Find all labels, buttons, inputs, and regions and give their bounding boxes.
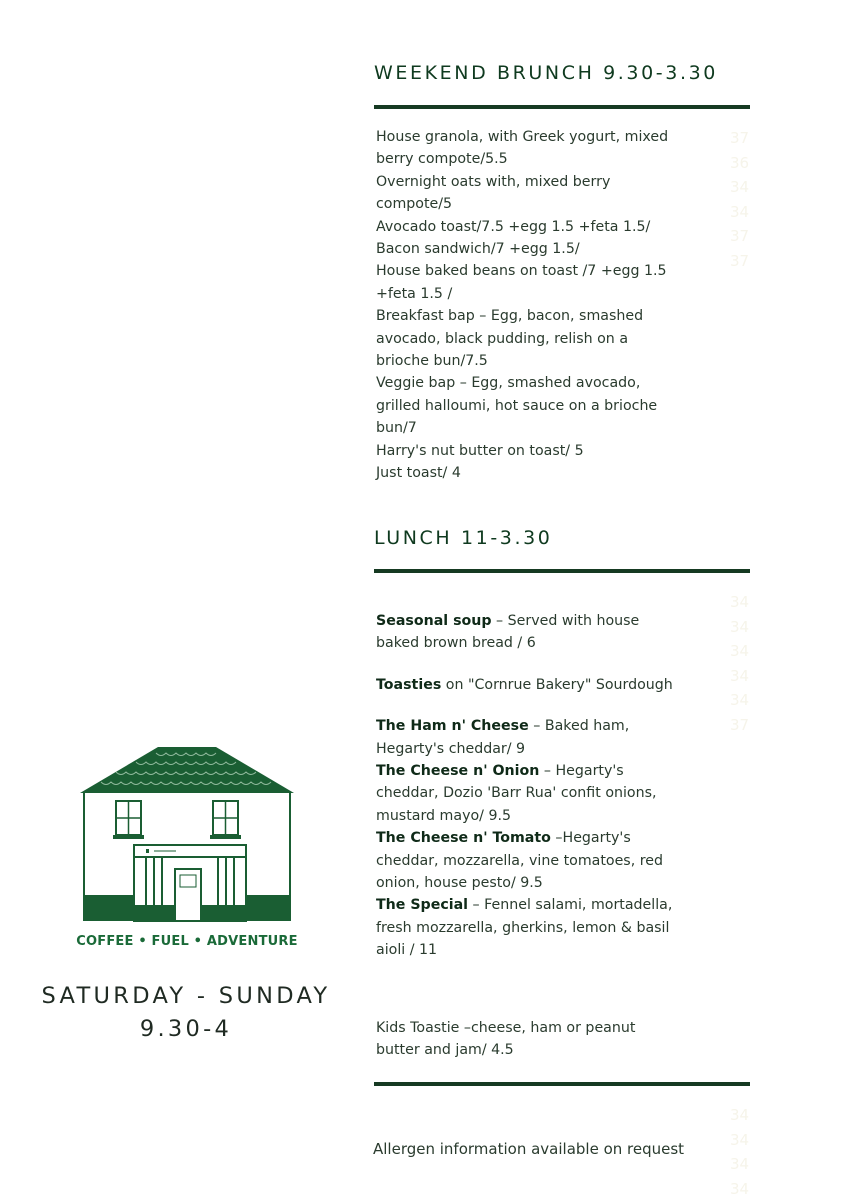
item-desc: – Fennel salami, mortadella, fresh mozzarella, gherkins, lemon & basil aioli / 11 — [376, 897, 673, 959]
lunch-list — [376, 610, 676, 962]
brunch-item: Breakfast bap – Egg, bacon, smashed avocado, black pudding, relish on a brioche bun/7.5 — [376, 308, 644, 370]
footer-divider — [374, 1082, 750, 1086]
brunch-item: Harry's nut butter on toast/ 5 — [376, 442, 584, 459]
tagline: COFFEE • FUEL • ADVENTURE — [76, 934, 298, 949]
lunch-item-soup — [376, 610, 676, 655]
item-name: Toasties — [376, 676, 442, 693]
opening-days: SATURDAY - SUNDAY — [41, 983, 331, 1009]
brunch-item: House baked beans on toast /7 +egg 1.5 +feta 1.5 / — [376, 263, 667, 302]
brunch-item: Veggie bap – Egg, smashed avocado, grilled halloumi, hot sauce on a brioche bun/7 — [376, 375, 658, 437]
item-desc: on "Cornrue Bakery" Sourdough — [441, 676, 673, 693]
kids-toastie: Kids Toastie –cheese, ham or peanut butter and jam/ 4.5 — [376, 1020, 636, 1059]
item-name: Seasonal soup — [376, 613, 492, 629]
item-name: The Special — [376, 897, 469, 914]
allergen-note: Allergen information available on request — [373, 1140, 685, 1158]
brunch-item: House granola, with Greek yogurt, mixed berry compote/5.5 — [376, 129, 669, 168]
brunch-item: Just toast/ 4 — [376, 465, 461, 482]
watermark-numerals: 37 36 34 34 37 37 — [730, 129, 750, 270]
lunch-item-toasties — [376, 674, 676, 696]
brunch-item: Bacon sandwich/7 +egg 1.5/ — [376, 241, 580, 258]
watermark-numerals: 34 34 34 34 — [730, 1106, 750, 1198]
lunch-title: LUNCH 11-3.30 — [374, 527, 553, 549]
lunch-item — [376, 715, 676, 760]
brunch-list — [376, 126, 676, 485]
item-desc: –Hegarty's cheddar, mozzarella, vine tomatoes, red onion, house pesto/ 9.5 — [376, 830, 663, 892]
opening-hours: 9.30-4 — [139, 1016, 233, 1042]
lunch-item — [376, 760, 676, 827]
brunch-title: WEEKEND BRUNCH 9.30-3.30 — [374, 62, 718, 84]
item-name: The Ham n' Cheese — [376, 718, 529, 735]
item-desc: – Hegarty's cheddar, Dozio 'Barr Rua' confit onions, mustard mayo/ 9.5 — [376, 763, 657, 824]
brunch-divider — [374, 105, 750, 109]
lunch-item — [376, 827, 676, 894]
item-desc: – Baked ham, Hegarty's cheddar/ 9 — [376, 718, 630, 757]
lunch-item — [376, 894, 676, 961]
item-name: The Cheese n' Tomato — [376, 830, 551, 847]
brunch-item: Overnight oats with, mixed berry compote/5 — [376, 173, 611, 213]
item-name: The Cheese n' Onion — [376, 763, 540, 780]
watermark-numerals: 34 34 34 34 34 37 — [730, 593, 750, 734]
storefront-illustration — [76, 745, 298, 925]
brunch-item: Avocado toast/7.5 +egg 1.5 +feta 1.5/ — [376, 218, 651, 235]
lunch-divider — [374, 569, 750, 573]
item-desc: – Served with house baked brown bread / 6 — [376, 613, 640, 652]
